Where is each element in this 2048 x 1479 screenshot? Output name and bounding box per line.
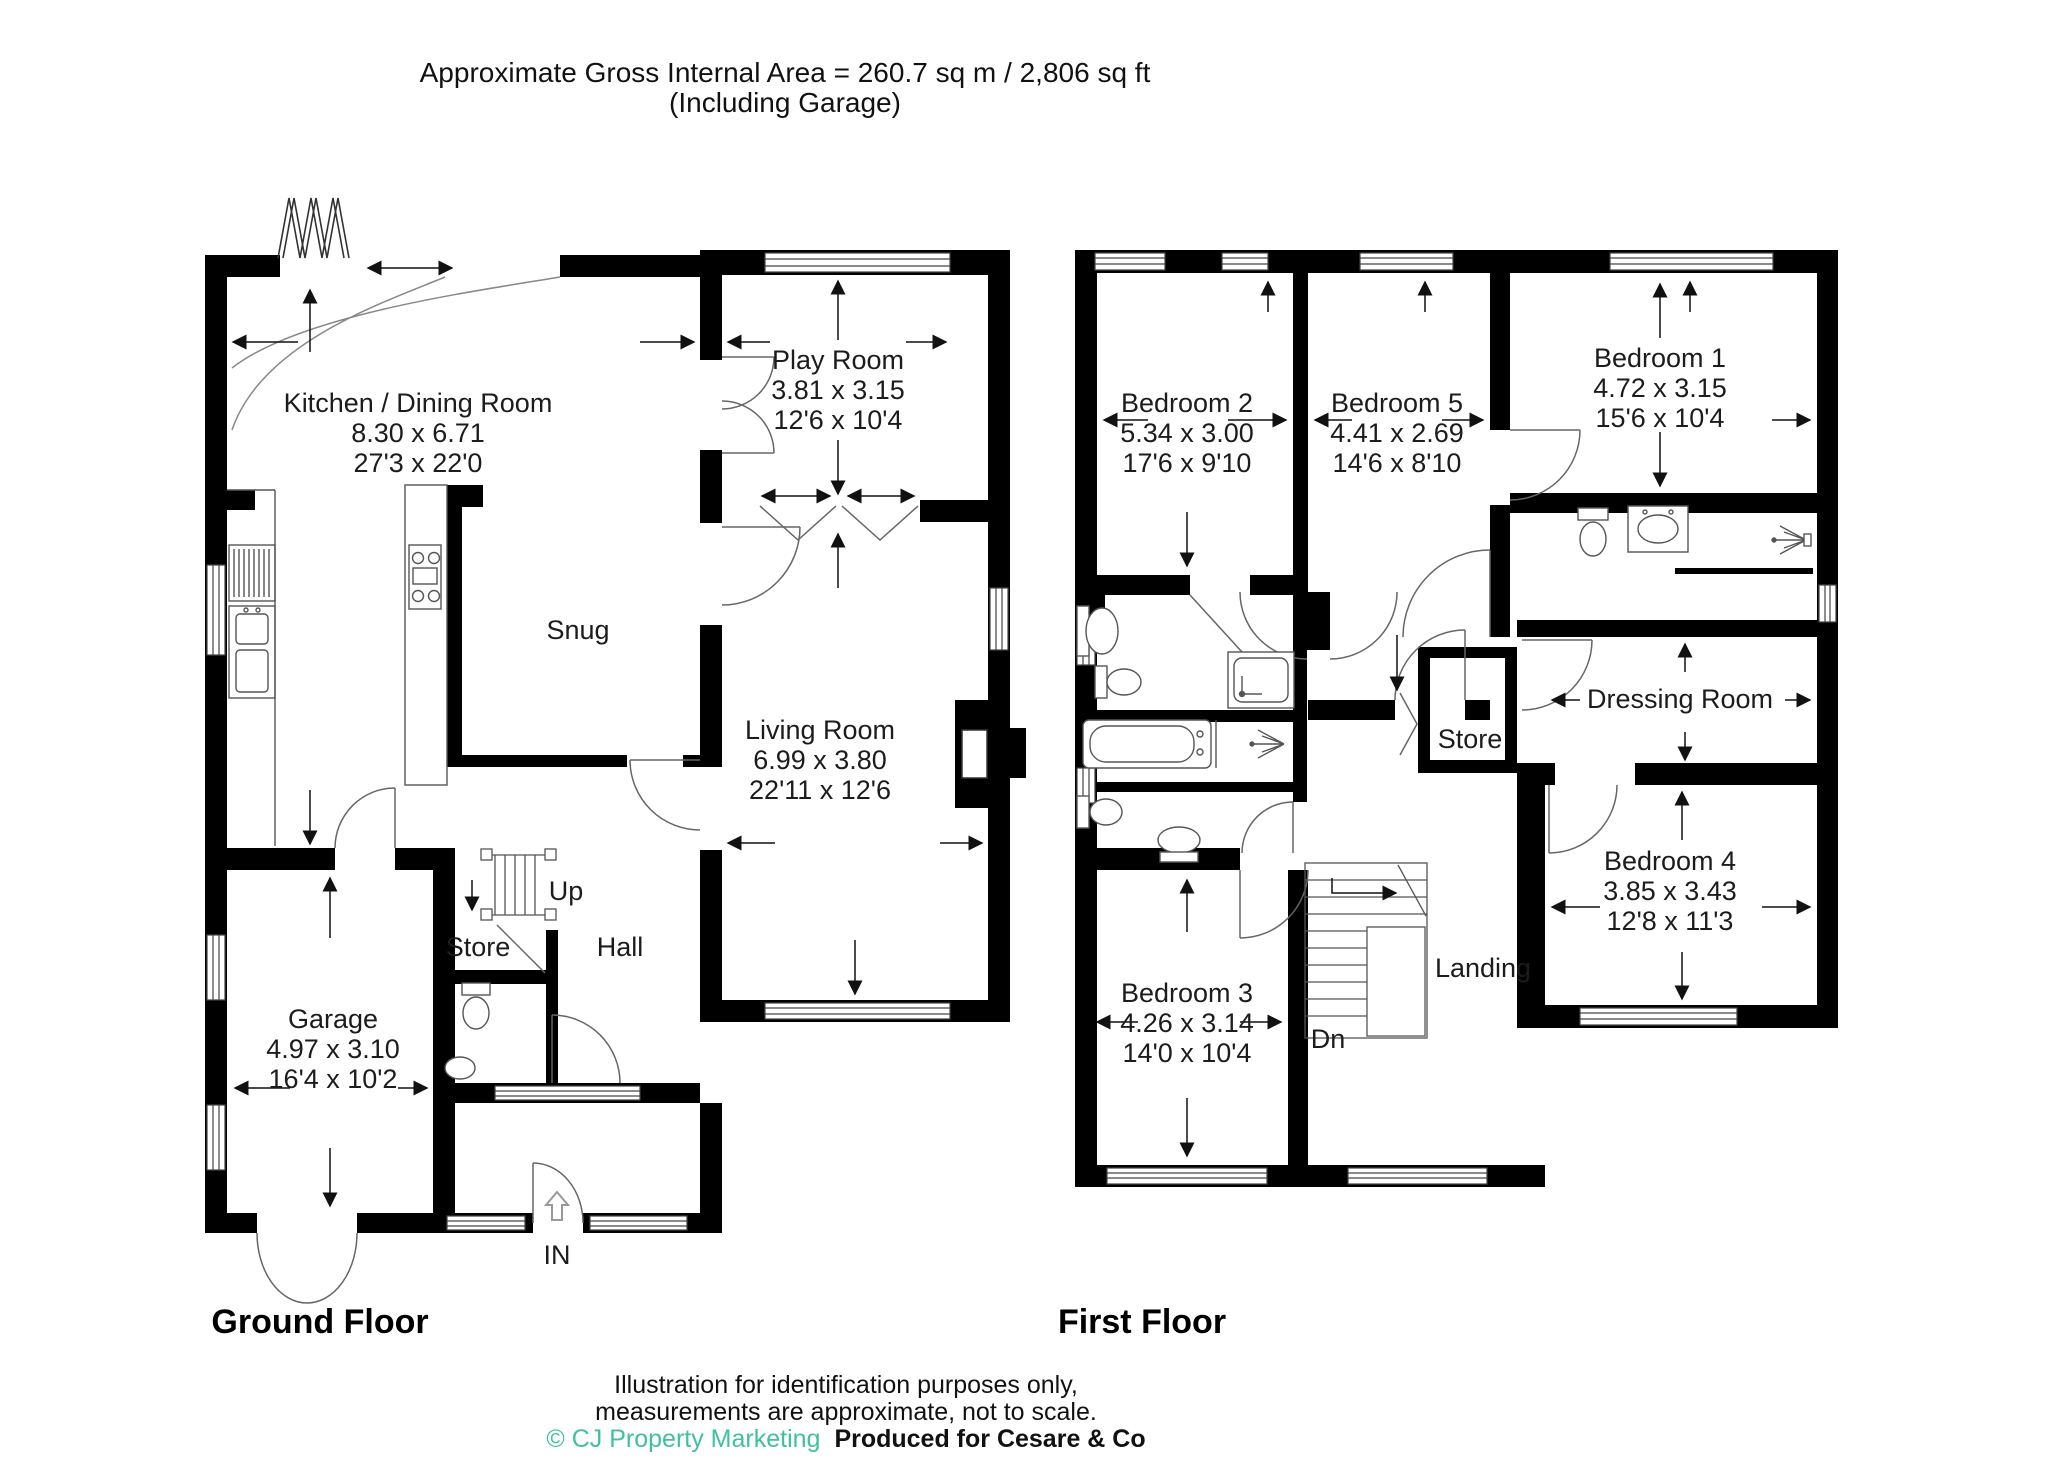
footer <box>546 1372 1145 1453</box>
footer-produced: Produced for Cesare & Co <box>834 1425 1146 1453</box>
kitchen-fixtures <box>227 485 447 846</box>
room-label-store-first: Store <box>1437 724 1503 754</box>
room-label-landing: Landing <box>1434 953 1532 983</box>
label-dn: Dn <box>1310 1024 1346 1054</box>
room-label-store-ground: Store <box>445 932 511 962</box>
room-label-playroom: Play Room 3.81 x 3.15 12'6 x 10'4 <box>771 345 905 435</box>
ground-floor-stairs <box>481 849 556 920</box>
room-label-snug: Snug <box>546 615 610 645</box>
room-label-bedroom2: Bedroom 2 5.34 x 3.00 17'6 x 9'10 <box>1120 388 1254 478</box>
room-label-hall: Hall <box>596 932 644 962</box>
title-line1: Approximate Gross Internal Area = 260.7 sq m / 2,806 sq ft <box>419 57 1151 88</box>
footer-copyright: © CJ Property Marketing <box>546 1425 821 1453</box>
room-label-bedroom3: Bedroom 3 4.26 x 3.14 14'0 x 10'4 <box>1120 978 1254 1068</box>
fireplace-notch <box>962 730 987 778</box>
first-floor-label: First Floor <box>1057 1303 1227 1341</box>
ground-floor-label: Ground Floor <box>211 1303 429 1341</box>
title-line2: (Including Garage) <box>669 87 901 118</box>
ground-floor-doors <box>257 357 918 1303</box>
footer-credits <box>546 1426 1145 1453</box>
room-label-living: Living Room 6.99 x 3.80 22'11 x 12'6 <box>744 715 896 805</box>
room-label-dressing: Dressing Room <box>1586 684 1774 714</box>
room-label-bedroom5: Bedroom 5 4.41 x 2.69 14'6 x 8'10 <box>1330 388 1464 478</box>
label-up: Up <box>548 876 584 906</box>
page-title <box>420 58 1151 118</box>
footer-disclaimer1: Illustration for identification purposes only, <box>614 1371 1078 1399</box>
label-in: IN <box>543 1240 571 1270</box>
room-label-kitchen: Kitchen / Dining Room 8.30 x 6.71 27'3 x 22'0 <box>283 388 553 478</box>
bifold-door-zigzag <box>278 198 349 258</box>
entry-arrow-icon <box>546 1192 568 1220</box>
room-label-bedroom1: Bedroom 1 4.72 x 3.15 15'6 x 10'4 <box>1593 343 1727 433</box>
footer-disclaimer2: measurements are approximate, not to scale. <box>595 1398 1097 1426</box>
room-label-bedroom4: Bedroom 4 3.85 x 3.43 12'8 x 11'3 <box>1603 846 1737 936</box>
first-floor-stairs <box>1305 863 1427 1038</box>
room-label-garage: Garage 4.97 x 3.10 16'4 x 10'2 <box>266 1004 400 1094</box>
